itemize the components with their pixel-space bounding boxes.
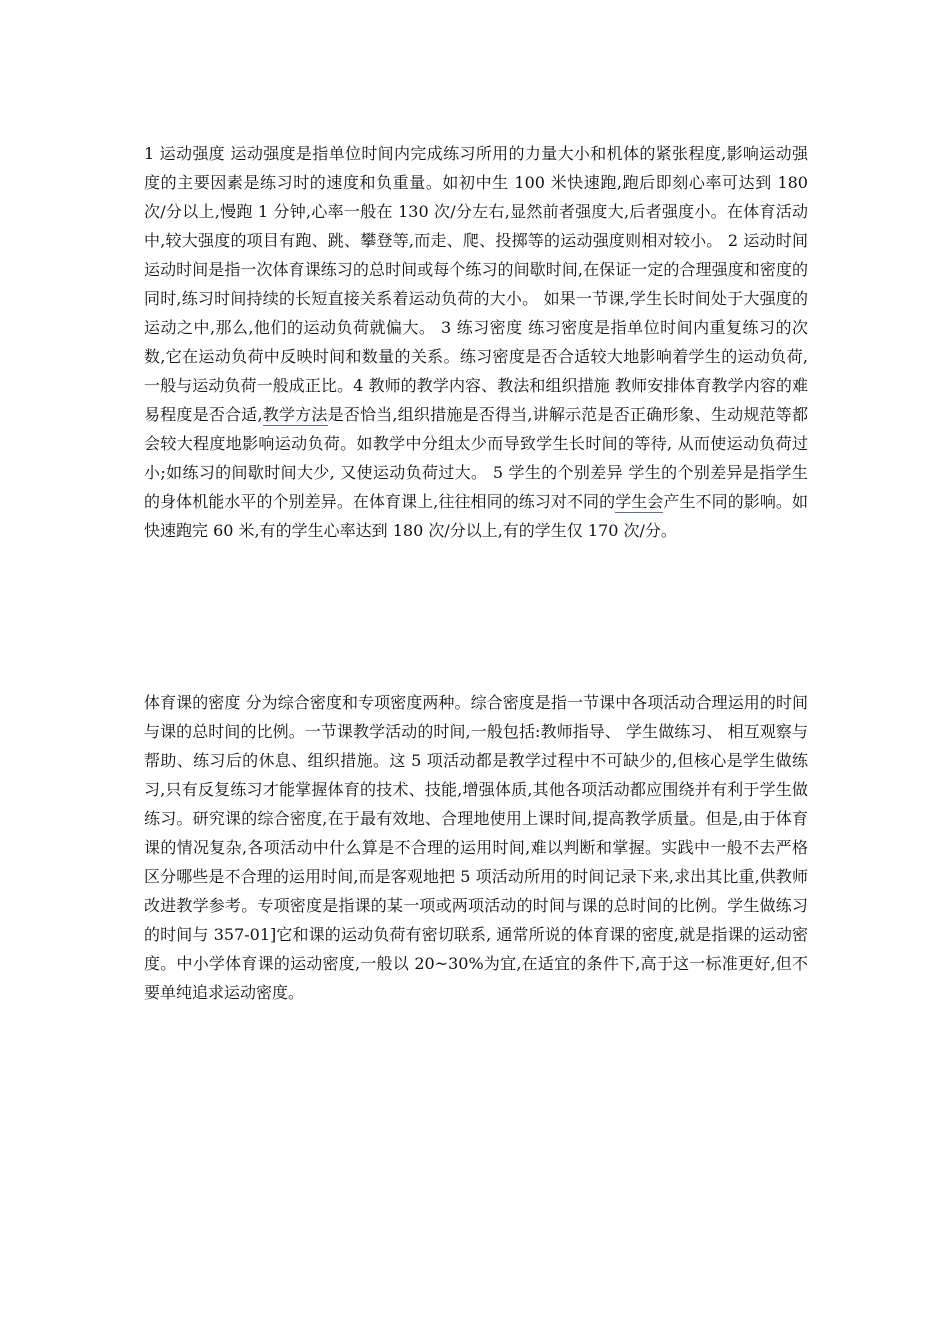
link-student-union[interactable]: 学生会	[615, 492, 664, 511]
paragraph1-text-b: 是否恰当,组织措施是否得当,讲解示范是否正确形象、生动规范等都会较大程度地影响运动负荷。如教学中分组太少而导致学生长时间的等待, 从而使运动负荷过小;如练习的间歇时间大少, 又使运动负荷过大。 5 学生的个别差异 学生的个别差异是指学生的身体机能水平的个别差异。在体育课上,往往相同的练习对不同的	[144, 405, 808, 511]
paragraph1-text-c: 产生不同的影响。如快速跑完 60 米,有的学生心率达到 180 次/分以上,有的学生仅 170 次/分。	[144, 492, 808, 540]
paragraph1-text-a: 1 运动强度 运动强度是指单位时间内完成练习所用的力量大小和机体的紧张程度,影响运动强度的主要因素是练习时的速度和负重量。如初中生 100 米快速跑,跑后即刻心率可达到 180 次/分以上,慢跑 1 分钟,心率一般在 130 次/分左右,显然前者强度大,后者强度小。在体育活动中,较大强度的项目有跑、跳、攀登等,而走、爬、投掷等的运动强度则相对较小。 2 运动时间 运动时间是指一次体育课练习的总时间或每个练习的间歇时间,在保证一定的合理强度和密度的同时,练习时间持续的长短直接关系着运动负荷的大小。 如果一节课,学生长时间处于大强度的运动之中,那么,他们的运动负荷就偏大。 3 练习密度 练习密度是指单位时间内重复练习的次数,它在运动负荷中反映时间和数量的关系。练习密度是否合适较大地影响着学生的运动负荷,一般与运动负荷一般成正比。4 教师的教学内容、教法和组织措施 教师安排体育教学内容的难易程度是否合适,	[144, 144, 808, 424]
paragraph-exercise-load-factors	[144, 139, 808, 545]
paragraph-class-density: 体育课的密度 分为综合密度和专项密度两种。综合密度是指一节课中各项活动合理运用的时间与课的总时间的比例。一节课教学活动的时间,一般包括:教师指导、 学生做练习、 相互观察与帮助、练习后的休息、组织措施。这 5 项活动都是教学过程中不可缺少的,但核心是学生做练习,只有反复练习才能掌握体育的技术、技能,增强体质,其他各项活动都应围绕并有利于学生做练习。研究课的综合密度,在于最有效地、合理地使用上课时间,提高教学质量。但是,由于体育课的情况复杂,各项活动中什么算是不合理的运用时间,难以判断和掌握。实践中一般不去严格区分哪些是不合理的运用时间,而是客观地把 5 项活动所用的时间记录下来,求出其比重,供教师改进教学参考。专项密度是指课的某一项或两项活动的时间与课的总时间的比例。学生做练习的时间与 357-01]它和课的运动负荷有密切联系, 通常所说的体育课的密度,就是指课的运动密度。中小学体育课的运动密度,一般以 20~30%为宜,在适宜的条件下,高于这一标准更好,但不要单纯追求运动密度。	[144, 693, 808, 1002]
link-teaching-methods[interactable]: 教学方法	[262, 405, 328, 424]
